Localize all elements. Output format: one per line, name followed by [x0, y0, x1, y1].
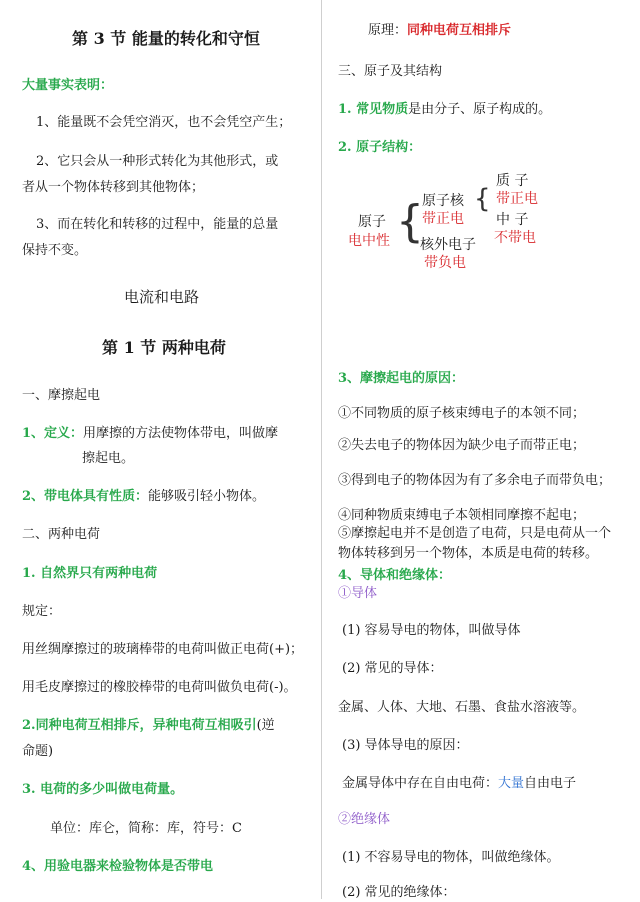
neutron-label: 中 子 — [496, 212, 529, 228]
principle-text: 同种电荷互相排斥 — [407, 23, 512, 38]
fact-2a: 2、它只会从一种形式转化为其他形式，或 — [36, 154, 279, 169]
conductor-reason-post: 自由电子 — [524, 776, 577, 791]
insulator-def: (1) 不容易导电的物体，叫做绝缘体。 — [342, 850, 560, 865]
property-label: 2、带电体具有性质： — [22, 489, 149, 504]
neutron-charge: 不带电 — [494, 230, 536, 246]
unit-line: 单位：库仑，简称：库，符号：C — [50, 821, 242, 836]
common-matter-label: 1. 常见物质 — [338, 102, 409, 117]
nucleus-label: 原子核 — [422, 193, 464, 209]
item-charge-quantity: 3. 电荷的多少叫做电荷量。 — [22, 782, 184, 797]
converse-note-2: 命题) — [22, 744, 54, 759]
definition-label: 1、定义： — [22, 426, 84, 441]
item-electroscope: 4、用验电器来检验物体是否带电 — [22, 859, 214, 874]
fact-3b: 保持不变。 — [22, 243, 88, 258]
reason-5b: 物体转移到另一个物体，本质是电荷的转移。 — [338, 546, 599, 561]
principle-line — [368, 22, 511, 40]
definition-line — [22, 425, 278, 443]
electron-charge: 带负电 — [424, 255, 466, 271]
conductor-examples: 金属、人体、大地、石墨、食盐水溶液等。 — [338, 700, 586, 715]
conductor-reason: (3) 导体导电的原因： — [342, 738, 469, 753]
nucleus-charge: 带正电 — [422, 211, 464, 227]
fact-3a: 3、而在转化和转移的过程中，能量的总量 — [36, 217, 279, 232]
converse-note: (逆 — [256, 718, 275, 733]
common-matter-line — [338, 101, 551, 119]
heading-two-charges: 二、两种电荷 — [22, 527, 101, 542]
fact-1: 1、能量既不会凭空消灭，也不会凭空产生； — [36, 115, 292, 130]
principle-label: 原理： — [368, 23, 408, 38]
atom-brace: { — [396, 196, 424, 247]
reason-1: ①不同物质的原子核束缚电子的本领不同； — [338, 406, 586, 421]
conductor-reason-pre: 金属导体中存在自由电荷： — [342, 776, 499, 791]
chapter-title: 电流和电路 — [124, 288, 200, 306]
conductor-common: (2) 常见的导体： — [342, 661, 443, 676]
conductor-insulator-heading: 4、导体和绝缘体： — [338, 568, 452, 583]
heading-friction: 一、摩擦起电 — [22, 388, 101, 403]
nucleus-brace: { — [474, 184, 491, 214]
atom-structure-label: 2. 原子结构： — [338, 140, 422, 155]
heading-atom-structure: 三、原子及其结构 — [338, 64, 443, 79]
friction-cause-heading: 3、摩擦起电的原因： — [338, 371, 465, 386]
column-divider — [321, 0, 322, 899]
property-text: 能够吸引轻小物体。 — [148, 489, 266, 504]
proton-label: 质 子 — [496, 173, 529, 189]
reason-4: ④同种物质束缚电子本领相同摩擦不起电； — [338, 508, 586, 523]
fact-2b: 者从一个物体转移到其他物体； — [22, 180, 205, 195]
definition-text: 用摩擦的方法使物体带电，叫做摩 — [83, 426, 279, 441]
left-column — [0, 0, 318, 899]
item-two-kinds: 1. 自然界只有两种电荷 — [22, 566, 158, 581]
common-matter-text: 是由分子、原子构成的。 — [408, 102, 552, 117]
conductor-def: (1) 容易导电的物体，叫做导体 — [342, 623, 521, 638]
atom-label: 原子 — [358, 214, 386, 230]
atom-neutral: 电中性 — [348, 233, 390, 249]
insulator-common: (2) 常见的绝缘体： — [342, 885, 456, 900]
item-repel-attract — [22, 717, 275, 735]
conductor-reason-text — [342, 775, 576, 793]
section-title-charges: 第 1 节 两种电荷 — [102, 338, 226, 357]
negative-charge-rule: 用毛皮摩擦过的橡胶棒带的电荷叫做负电荷(-)。 — [22, 680, 297, 695]
fact-heading: 大量事实表明： — [22, 78, 114, 93]
repel-attract-text: 2.同种电荷互相排斥，异种电荷互相吸引 — [22, 718, 257, 733]
rule-label: 规定： — [22, 604, 62, 619]
conductor-reason-highlight: 大量 — [498, 776, 525, 791]
electron-label: 核外电子 — [420, 237, 476, 253]
reason-2: ②失去电子的物体因为缺少电子而带正电； — [338, 438, 586, 453]
positive-charge-rule: 用丝绸摩擦过的玻璃棒带的电荷叫做正电荷(+)； — [22, 642, 304, 657]
definition-text-2: 擦起电。 — [82, 451, 135, 466]
right-column — [328, 0, 640, 899]
insulator-heading: ②绝缘体 — [338, 812, 391, 827]
proton-charge: 带正电 — [496, 191, 538, 207]
reason-3: ③得到电子的物体因为有了多余电子而带负电； — [338, 473, 612, 488]
conductor-heading: ①导体 — [338, 586, 378, 601]
property-line — [22, 488, 265, 506]
reason-5a: ⑤摩擦起电并不是创造了电荷，只是电荷从一个 — [338, 526, 612, 541]
section-title-energy: 第 3 节 能量的转化和守恒 — [72, 29, 260, 48]
